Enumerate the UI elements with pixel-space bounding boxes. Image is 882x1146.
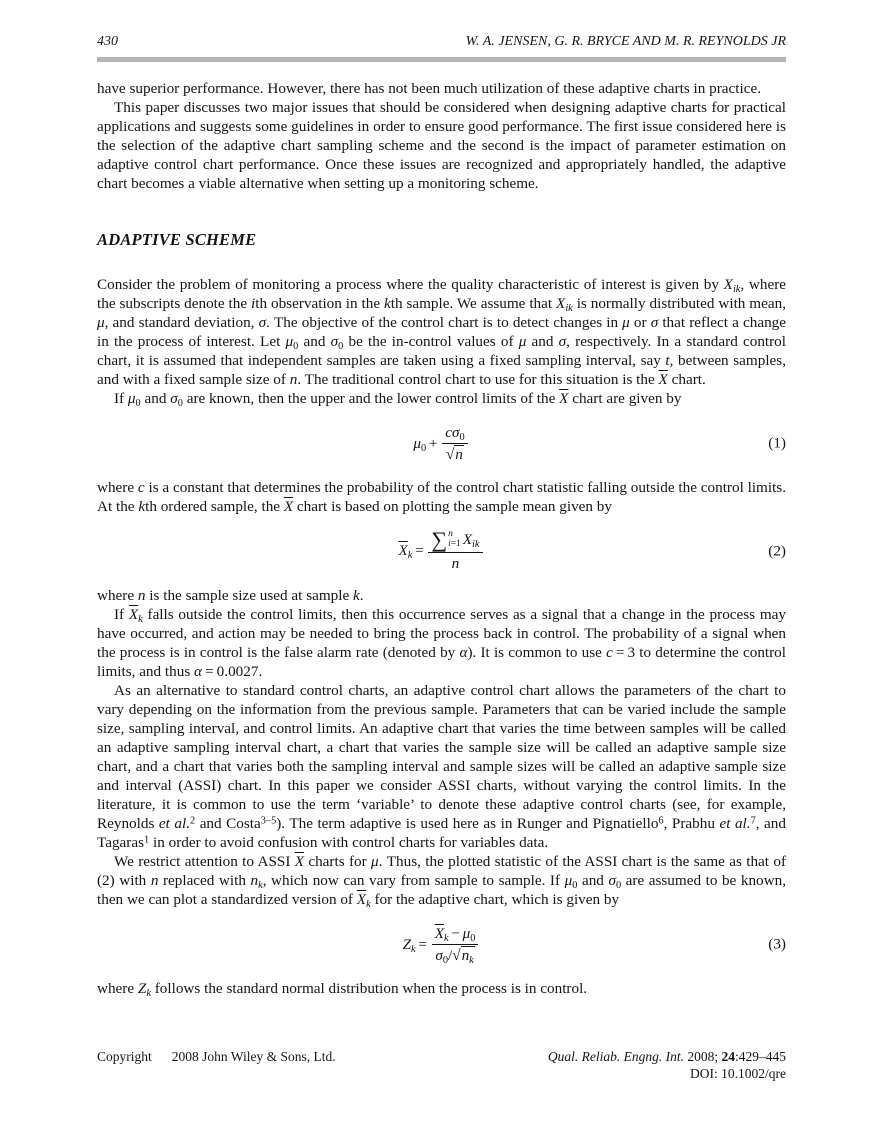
copyright-notice: Copyright 2008 John Wiley & Sons, Ltd. [97, 1049, 336, 1064]
fraction-denominator: n [451, 555, 460, 573]
fraction [428, 526, 482, 573]
equation-3-lhs: $Z_k$ = [402, 935, 427, 955]
equation-number: (1) [768, 434, 786, 452]
paragraph-control-limits-intro: If $\mu_0$ and $\sigma_0$ are known, then the upper and the lower control limits of the $\overline{X}$ chart are given by [114, 390, 682, 409]
equation-1 [97, 419, 786, 467]
article-body [97, 79, 786, 998]
equation-2-body [398, 526, 484, 573]
equation-number: (3) [768, 935, 786, 953]
paragraph-adaptive-charts: As an alternative to standard control charts, an adaptive control chart allows the parameters of the chart to vary depending on the information from the previous sample. Parameters that can be varied include the sample size, sampling interval, and control limits. An adaptive chart that varies the time between samples will be called an adaptive sampling interval chart, a chart that varies the sample size will be called an adaptive sample size chart, and a chart that varies both the sampling interval and sample sizes will be called an adaptive sample size and interval (ASSI) chart. In this paper we consider ASSI charts, without varying the control limits. In the literature, it is common to use the term ‘variable’ to denote these adaptive control charts (see, for example, Reynolds et al.$^2$ and Costa$^{3-5}$). The term adaptive is used here as in Runger and Pignatiello$^6$, Prabhu et al.$^7$, and Tagaras$^1$ in order to avoid confusion with control charts for variables data. [97, 682, 786, 851]
paragraph-signal-explanation: If $\overline{X}_k$ falls outside the control limits, then this occurrence serves as a signal that a change in the process may have occurred, and action may be needed to bring the process back in control. The probability of a signal when the process is in control is the false alarm rate (denoted by α). It is common to use c = 3 to determine the control limits, and thus α = 0.0027. [97, 606, 786, 680]
fraction-numerator [428, 526, 482, 553]
equation-number: (2) [768, 542, 786, 560]
summation-limits [448, 530, 461, 550]
running-header [97, 34, 786, 50]
fraction-numerator: $c\sigma_0$ [442, 423, 467, 444]
doi: DOI: 10.1002/qre [690, 1066, 786, 1081]
equation-3 [97, 920, 786, 968]
header-rule [97, 57, 786, 62]
equation-1-prefix: $\mu_0$ + [413, 434, 438, 454]
paragraph-constant-c: where c is a constant that determines the probability of the control chart statistic falling outside the control limits. At the kth ordered sample, the $\overline{X}$ chart is based on plotting the sample mean given by [97, 479, 786, 515]
journal-reference: Qual. Reliab. Engng. Int. 2008; 24:429–445 [547, 1049, 786, 1064]
equation-2-lhs: $\overline{X}_k$ = [398, 542, 424, 562]
paragraph-sample-size-note: where n is the sample size used at sample k. [97, 587, 364, 604]
summation-symbol [431, 526, 461, 552]
fraction-denominator: $\sigma_0/√n_k$ [435, 946, 474, 966]
fraction-denominator: √n [445, 445, 463, 463]
equation-2 [97, 527, 786, 575]
summation-upper-limit: n [448, 529, 453, 540]
paragraph-paper-overview: This paper discusses two major issues that should be considered when designing adaptive charts for practical applications and suggests some guidelines in order to ensure good performance. The first issue considered here is the selection of the adaptive chart sampling scheme and the second is the impact of parameter estimation on adaptive control chart performance. Once these issues are recognized and appropriately handled, the adaptive chart becomes a viable alternative when setting up a monitoring scheme. [97, 99, 786, 192]
fraction [442, 423, 467, 464]
paragraph-zk-distribution: where $Z_k$ follows the standard normal distribution when the process is in control. [97, 980, 588, 999]
fraction [432, 924, 479, 965]
page-number: 430 [97, 34, 118, 49]
summation-argument: $X_{ik}$ [462, 531, 480, 551]
sigma-glyph: ∑ [431, 526, 448, 552]
paragraph-problem-setup: Consider the problem of monitoring a process where the quality characteristic of interest is given by $X_{ik}$, where the subscripts denote the ith observation in the kth sample. We assume that $X_{ik}$ is normally distributed with mean, μ, and standard deviation, σ. The objective of the control chart is to detect changes in μ or σ that reflect a change in the process of interest. Let $\mu_0$ and $\sigma_0$ be the in-control values of μ and σ, respectively. In a standard control chart, it is assumed that independent samples are taken using a fixed sampling interval, say t, between samples, and with a fixed sample size of n. The traditional control chart to use for this situation is the $\overline{X}$ chart. [97, 276, 786, 388]
paragraph-intro-continuation: have superior performance. However, there has not been much utilization of these adaptive charts in practice. [97, 80, 761, 97]
equation-3-body [403, 924, 481, 965]
paragraph-assi-restriction: We restrict attention to ASSI $\overline{X}$ charts for μ. Thus, the plotted statistic of the ASSI chart is the same as that of (2) with n replaced with $n_k$, which now can vary from sample to sample. If $\mu_0$ and $\sigma_0$ are assumed to be known, then we can plot a standardized version of $\overline{X}_k$ for the adaptive chart, which is given by [97, 853, 786, 910]
summation-lower-limit: i=1 [448, 538, 461, 549]
running-head-authors: W. A. JENSEN, G. R. BRYCE AND M. R. REYNOLDS JR [465, 34, 786, 49]
fraction-numerator: $\overline{X}_k - \mu_0$ [432, 924, 479, 945]
page-footer [97, 1048, 786, 1082]
equation-1-body [413, 423, 469, 464]
section-heading: ADAPTIVE SCHEME [97, 230, 257, 249]
journal-citation [548, 1048, 786, 1082]
